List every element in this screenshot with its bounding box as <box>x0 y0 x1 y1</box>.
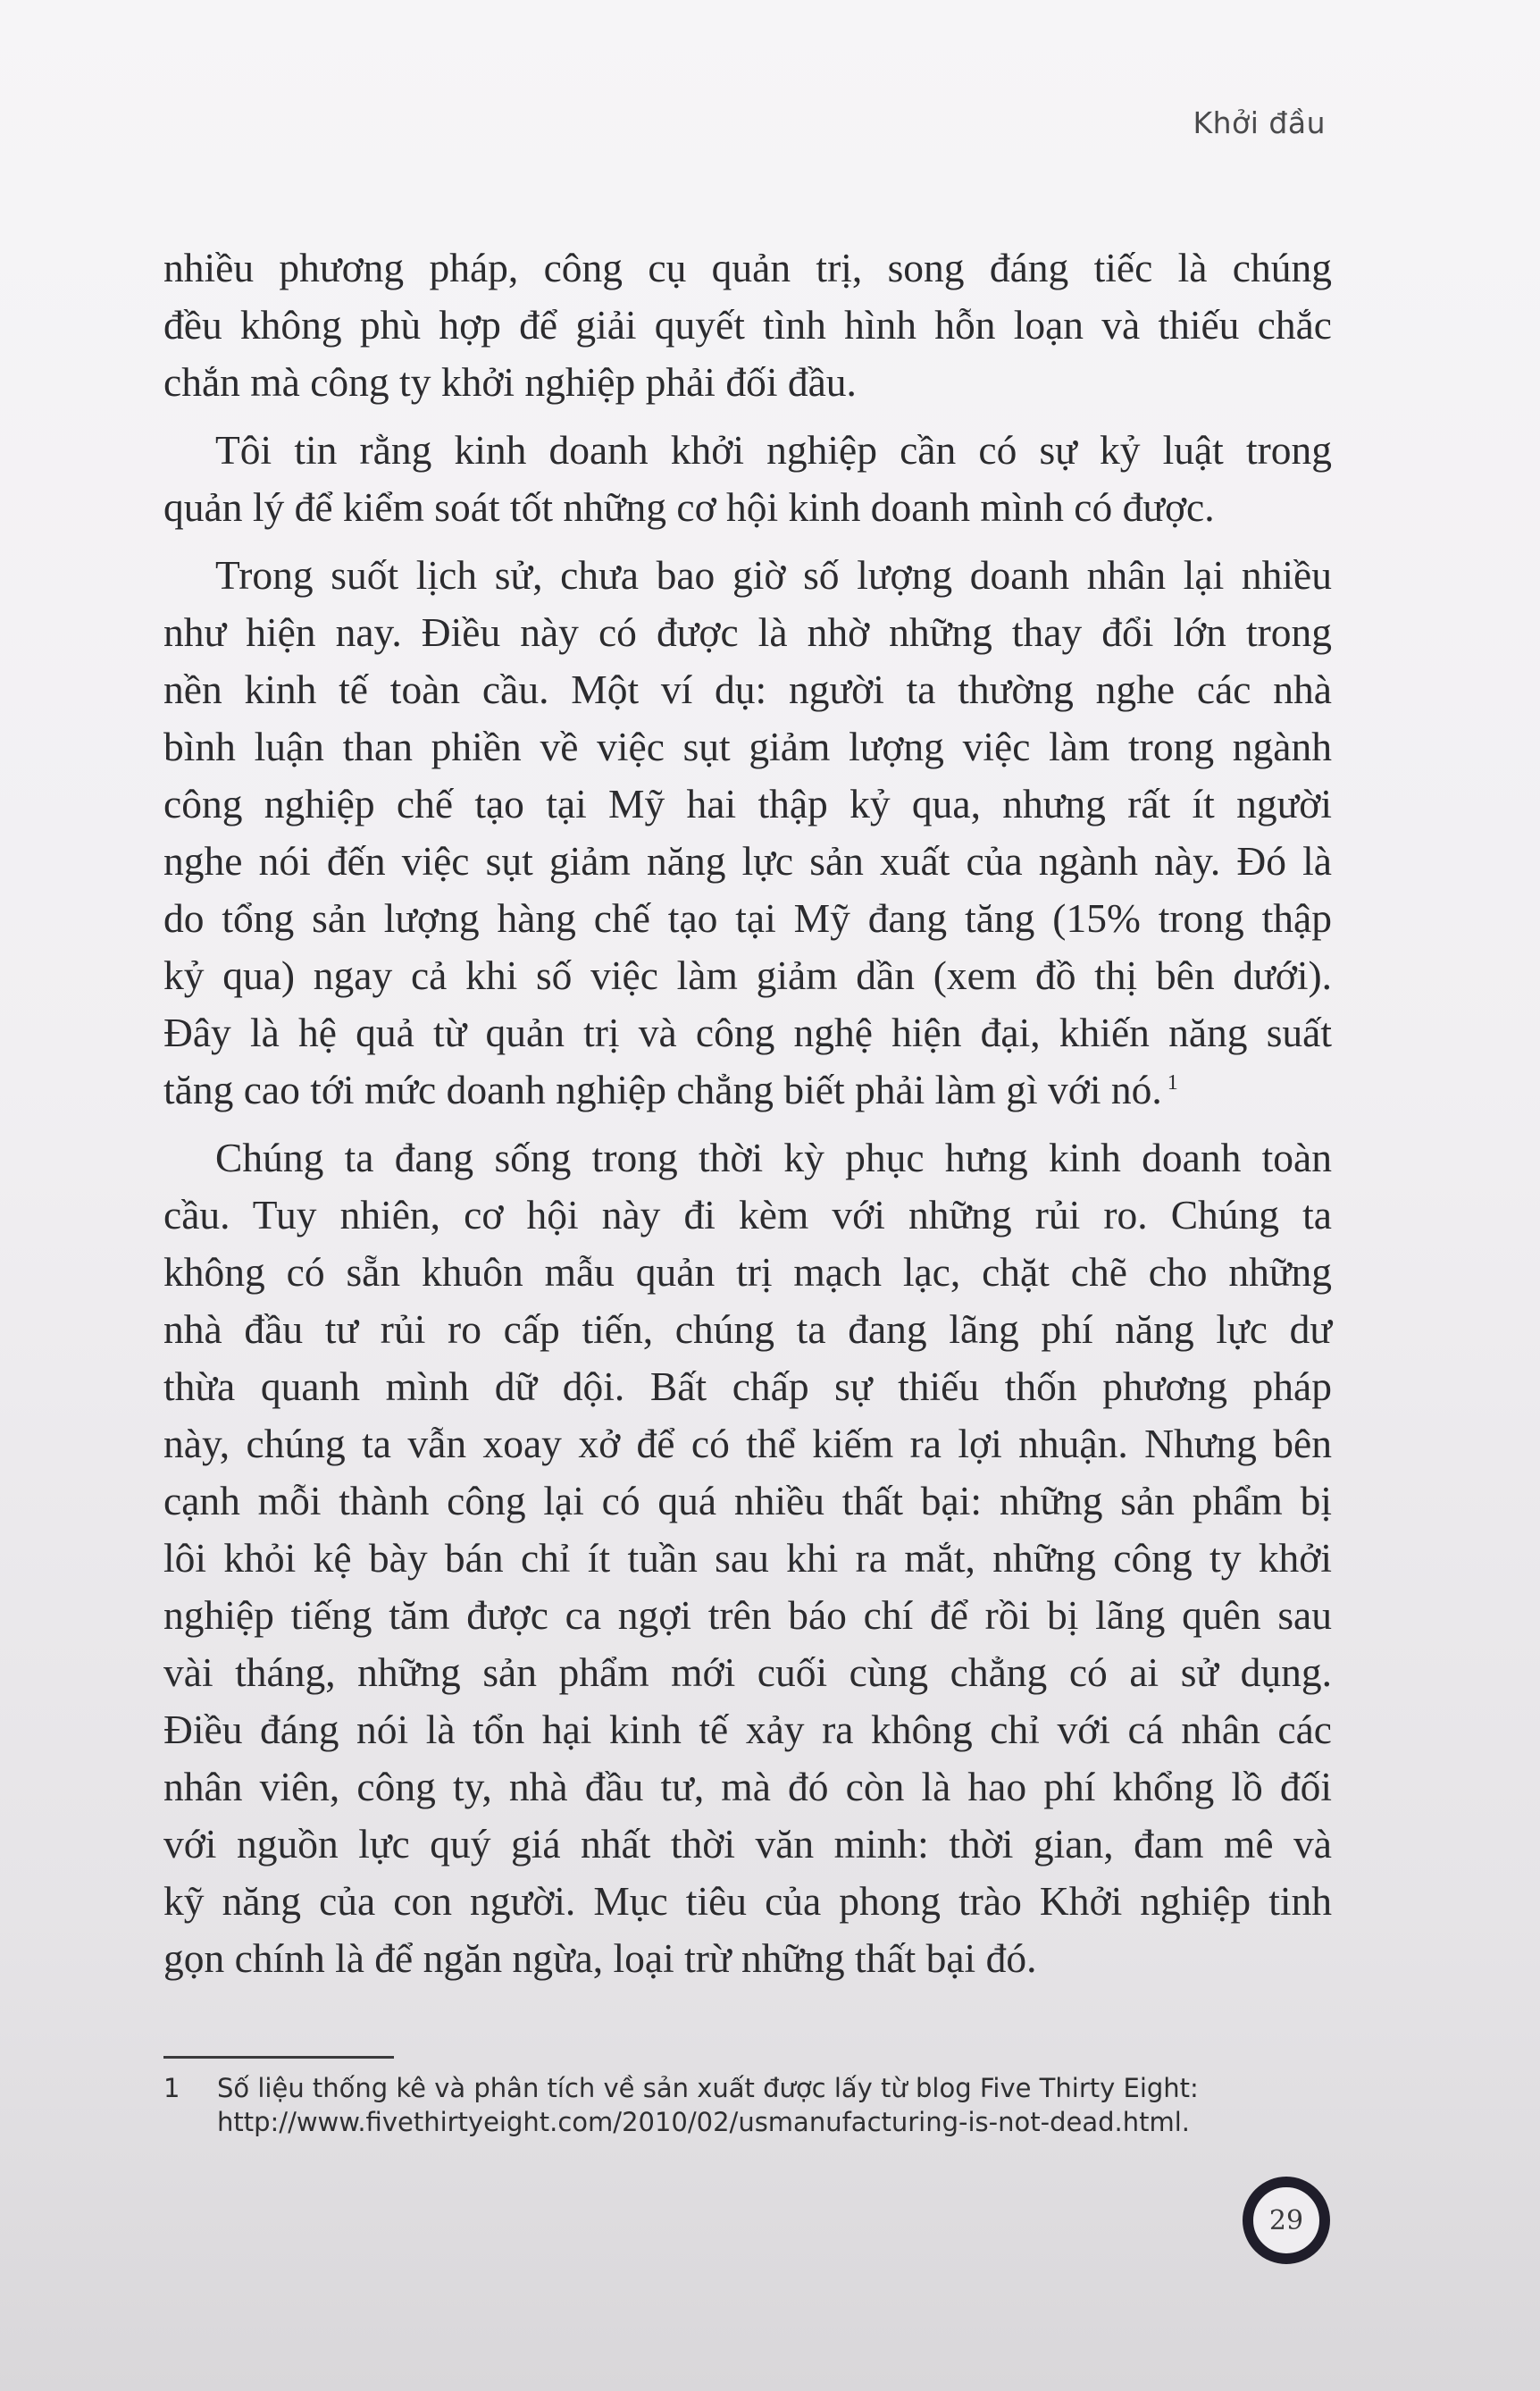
footnote-body <box>217 2071 1343 2139</box>
text-line: nền kinh tế toàn cầu. Một ví dụ: người ta thường nghe các nhà <box>163 667 1332 712</box>
page-number: 29 <box>1268 2204 1304 2236</box>
text-line: Tôi tin rằng kinh doanh khởi nghiệp cần có sự kỷ luật trong <box>215 427 1332 473</box>
text-line: do tổng sản lượng hàng chế tạo tại Mỹ đang tăng (15% trong thập <box>163 895 1332 941</box>
text-line: kỷ qua) ngay cả khi số việc làm giảm dần (xem đồ thị bên dưới). <box>163 952 1332 998</box>
running-head: Khởi đầu <box>1193 105 1326 140</box>
paragraph <box>163 422 1332 536</box>
paragraph <box>163 1129 1332 1987</box>
text-line: Chúng ta đang sống trong thời kỳ phục hưng kinh doanh toàn <box>215 1135 1332 1180</box>
text-line: không có sẵn khuôn mẫu quản trị mạch lạc, chặt chẽ cho những <box>163 1249 1332 1295</box>
paragraph <box>163 239 1332 411</box>
text-line: nghiệp tiếng tăm được ca ngợi trên báo chí để rồi bị lãng quên sau <box>163 1592 1332 1638</box>
text-line: Điều đáng nói là tổn hại kinh tế xảy ra không chỉ với cá nhân các <box>163 1707 1332 1752</box>
text-line: cầu. Tuy nhiên, cơ hội này đi kèm với những rủi ro. Chúng ta <box>163 1192 1332 1237</box>
text-line: cạnh mỗi thành công lại có quá nhiều thất bại: những sản phẩm bị <box>163 1478 1332 1523</box>
text-line: nhiều phương pháp, công cụ quản trị, song đáng tiếc là chúng <box>163 245 1332 290</box>
paragraph <box>163 547 1332 1119</box>
text-line: nghe nói đến việc sụt giảm năng lực sản xuất của ngành này. Đó là <box>163 838 1332 884</box>
footnote-divider <box>163 2056 394 2059</box>
text-line: vài tháng, những sản phẩm mới cuối cùng chẳng có ai sử dụng. <box>163 1649 1332 1695</box>
text-line: Trong suốt lịch sử, chưa bao giờ số lượng doanh nhân lại nhiều <box>215 552 1332 598</box>
text-line: này, chúng ta vẫn xoay xở để có thể kiếm ra lợi nhuận. Nhưng bên <box>163 1421 1332 1466</box>
footnote-url[interactable]: http://www.fivethirtyeight.com/2010/02/usmanufacturing-is-not-dead.html. <box>217 2107 1191 2137</box>
footnote-number: 1 <box>163 2073 180 2103</box>
text-line: Đây là hệ quả từ quản trị và công nghệ hiện đại, khiến năng suất <box>163 1010 1332 1055</box>
footnote <box>163 2071 1343 2139</box>
text-line: thừa quanh mình dữ dội. Bất chấp sự thiếu thốn phương pháp <box>163 1363 1332 1409</box>
text-line: với nguồn lực quý giá nhất thời văn minh: thời gian, đam mê và <box>163 1821 1332 1867</box>
page-number-badge <box>1243 2177 1330 2264</box>
body-text <box>163 239 1332 1998</box>
text-line: quản lý để kiểm soát tốt những cơ hội kinh doanh mình có được. <box>163 484 1215 530</box>
text-line: đều không phù hợp để giải quyết tình hình hỗn loạn và thiếu chắc <box>163 302 1332 348</box>
text-line: lôi khỏi kệ bày bán chỉ ít tuần sau khi ra mắt, những công ty khởi <box>163 1535 1332 1581</box>
footnote-text: Số liệu thống kê và phân tích về sản xuất được lấy từ blog Five Thirty Eight: <box>217 2073 1199 2103</box>
text-line: công nghiệp chế tạo tại Mỹ hai thập kỷ qua, nhưng rất ít người <box>163 781 1332 826</box>
footnote-reference[interactable]: 1 <box>1167 1071 1178 1095</box>
text-line: chắn mà công ty khởi nghiệp phải đối đầu. <box>163 359 857 405</box>
text-line: nhà đầu tư rủi ro cấp tiến, chúng ta đang lãng phí năng lực dư <box>163 1306 1332 1352</box>
text-line <box>163 1061 1332 1119</box>
text-line: gọn chính là để ngăn ngừa, loại trừ những thất bại đó. <box>163 1935 1037 1981</box>
text-line-content: tăng cao tới mức doanh nghiệp chẳng biết phải làm gì với nó. <box>163 1067 1162 1112</box>
text-line: nhân viên, công ty, nhà đầu tư, mà đó còn là hao phí khổng lồ đối <box>163 1764 1332 1809</box>
footnote-row <box>163 2071 1343 2139</box>
text-line: kỹ năng của con người. Mục tiêu của phong trào Khởi nghiệp tinh <box>163 1878 1332 1924</box>
text-line: như hiện nay. Điều này có được là nhờ những thay đổi lớn trong <box>163 609 1332 655</box>
text-line: bình luận than phiền về việc sụt giảm lượng việc làm trong ngành <box>163 724 1332 769</box>
